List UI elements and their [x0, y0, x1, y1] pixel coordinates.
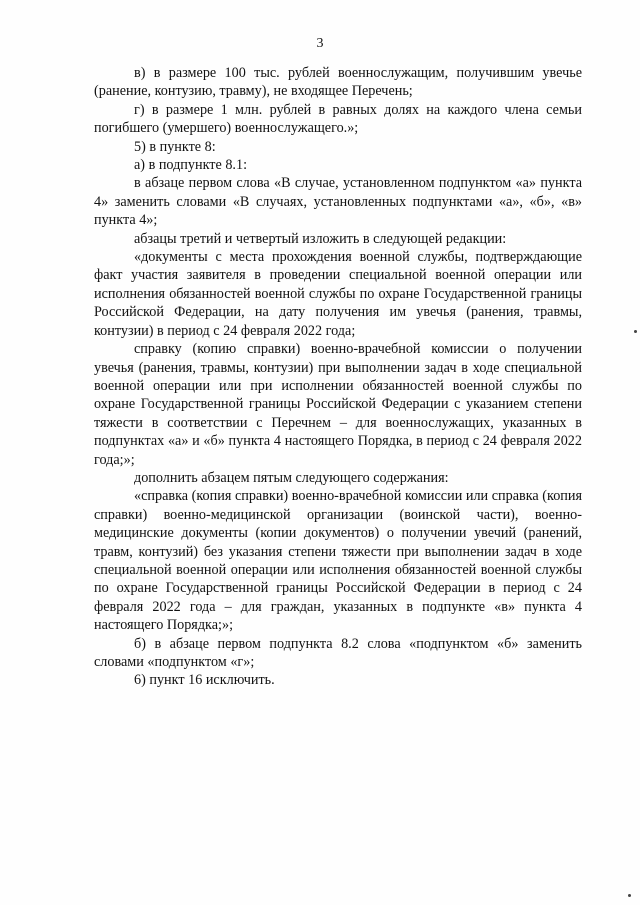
paragraph-subitem-8-1: а) в подпункте 8.1: — [134, 157, 248, 174]
paragraph-spravka-vvk: справку (копию справки) военно-врачебной комиссии о получении увечья (ранения, травмы, контузии) при выполнении задач в ходе специальной военной операции или при исполнении обязанностей военной службы по охране Государственной границы Российской Федерации с указанием степени тяжести в соответствии с Перечнем – для военнослужащих, указанных в подпунктах «а» и «б» пункта 4 настоящего Порядка, в период с 24 февраля 2022 года;»; — [94, 341, 582, 468]
paragraph-v-100k: в) в размере 100 тыс. рублей военнослужащим, получившим увечье (ранение, контузию, травму), не входящее Перечень; — [94, 65, 582, 100]
scan-speck — [628, 894, 631, 897]
paragraph-item-16: 6) пункт 16 исключить. — [134, 672, 275, 689]
paragraph-add-abzac-5: дополнить абзацем пятым следующего содержания: — [134, 469, 449, 486]
paragraph-subitem-8-2: б) в абзаце первом подпункта 8.2 слова «подпунктом «б» заменить словами «подпунктом «г»; — [94, 635, 582, 670]
paragraph-item-5: 5) в пункте 8: — [134, 138, 216, 155]
paragraph-g-1mln: г) в размере 1 млн. рублей в равных долях на каждого члена семьи погибшего (умершего) военнослужащего.»; — [94, 101, 582, 137]
scan-speck — [634, 330, 637, 333]
paragraph-abzacy-3-4: абзацы третий и четвертый изложить в следующей редакции: — [134, 230, 507, 247]
paragraph-documents: «документы с места прохождения военной службы, подтверждающие факт участия заявителя в проведении специальной военной операции или исполнения обязанностей военной службы по охране Государственной границы Российской Федерации, на дату получения им увечья (ранения, травмы, контузии) в период с 24 февраля 2022 года; — [94, 249, 582, 339]
document-body — [94, 64, 582, 690]
paragraph-first-abzac-replace: в абзаце первом слова «В случае, установленном подпунктом «а» пункта 4» заменить словами «В случаях, установленных подпунктами «а», «б», «в» пункта 4»; — [94, 175, 582, 229]
paragraph-spravka-full: «справка (копия справки) военно-врачебной комиссии или справка (копия справки) военно-медицинской организации (воинской части), военно-медицинские документы (копии документов) о получении увечий (ранений, травм, контузий) без указания степени тяжести при выполнении задач в ходе специальной военной операции или исполнения обязанностей военной службы по охране Государственной границы Российской Федерации в период с 24 февраля 2022 года – для граждан, указанных в подпункте «в» пункта 4 настоящего Порядка;»; — [94, 488, 582, 634]
page-number: 3 — [316, 36, 324, 51]
